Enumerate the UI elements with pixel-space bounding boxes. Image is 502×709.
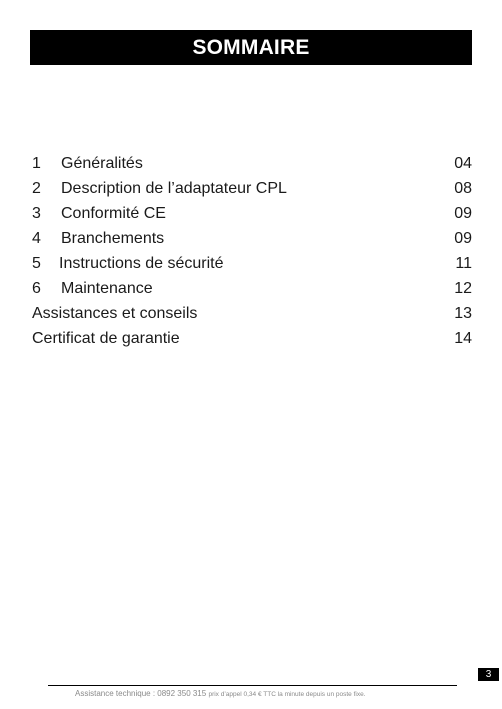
toc-item-branchements[interactable] (32, 226, 472, 251)
support-price-note: prix d’appel 0,34 € TTC la minute depuis un poste fixe. (208, 691, 366, 698)
toc-item-page: 04 (454, 155, 472, 172)
toc-item-assistances[interactable] (32, 301, 472, 326)
toc-item-label: Certificat de garantie (32, 330, 180, 347)
toc-item-conformite[interactable] (32, 201, 472, 226)
toc-item-page: 12 (454, 280, 472, 297)
page-number: 3 (485, 669, 492, 680)
support-phone-text: Assistance technique : 0892 350 315 (75, 689, 207, 698)
toc-item-label: Branchements (61, 230, 165, 247)
toc-item-label: Instructions de sécurité (59, 255, 224, 272)
toc-item-page: 14 (454, 330, 472, 347)
toc-item-number: 1 (32, 155, 41, 172)
toc-item-label: Maintenance (61, 280, 153, 297)
toc-item-number: 3 (32, 205, 41, 222)
toc-item-number: 6 (32, 280, 41, 297)
page-title: SOMMAIRE (192, 35, 310, 59)
toc-item-page: 09 (454, 230, 472, 247)
table-of-contents (32, 151, 472, 351)
toc-item-page: 13 (454, 305, 472, 322)
toc-item-label: Description de l’adaptateur CPL (61, 180, 287, 197)
toc-item-page: 11 (455, 255, 472, 272)
toc-item-page: 09 (454, 205, 472, 222)
title-bar (30, 30, 472, 65)
toc-item-maintenance[interactable] (32, 276, 472, 301)
footer-divider (48, 685, 457, 686)
toc-item-label: Conformité CE (61, 205, 166, 222)
toc-item-number: 4 (32, 230, 41, 247)
toc-item-garantie[interactable] (32, 326, 472, 351)
page-number-badge (478, 668, 499, 681)
toc-item-securite[interactable] (32, 251, 472, 276)
toc-item-generalites[interactable] (32, 151, 472, 176)
toc-item-number: 2 (32, 180, 41, 197)
toc-item-label: Généralités (61, 155, 143, 172)
toc-item-number: 5 (32, 255, 41, 272)
toc-item-description[interactable] (32, 176, 472, 201)
footer-support-line (75, 688, 366, 700)
toc-item-label: Assistances et conseils (32, 305, 198, 322)
toc-item-page: 08 (454, 180, 472, 197)
